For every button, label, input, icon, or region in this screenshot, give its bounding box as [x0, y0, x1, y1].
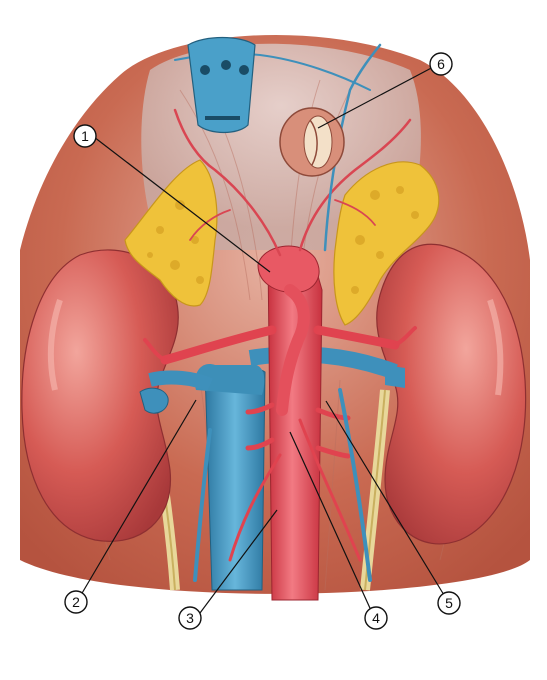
esophagus-stump	[280, 108, 344, 176]
callout-3	[179, 607, 201, 629]
left-renal-vein	[150, 378, 210, 385]
callout-6-label: 6	[437, 56, 445, 72]
callout-3-label: 3	[186, 610, 194, 626]
callout-6	[430, 53, 452, 75]
callout-4	[365, 607, 387, 629]
callout-5	[438, 592, 460, 614]
callout-5-label: 5	[445, 595, 453, 611]
callout-2	[65, 591, 87, 613]
callout-1-label: 1	[81, 128, 89, 144]
callout-4-label: 4	[372, 610, 380, 626]
callout-1	[74, 125, 96, 147]
callout-2-label: 2	[72, 594, 80, 610]
ivc-upper-stump	[188, 38, 255, 133]
